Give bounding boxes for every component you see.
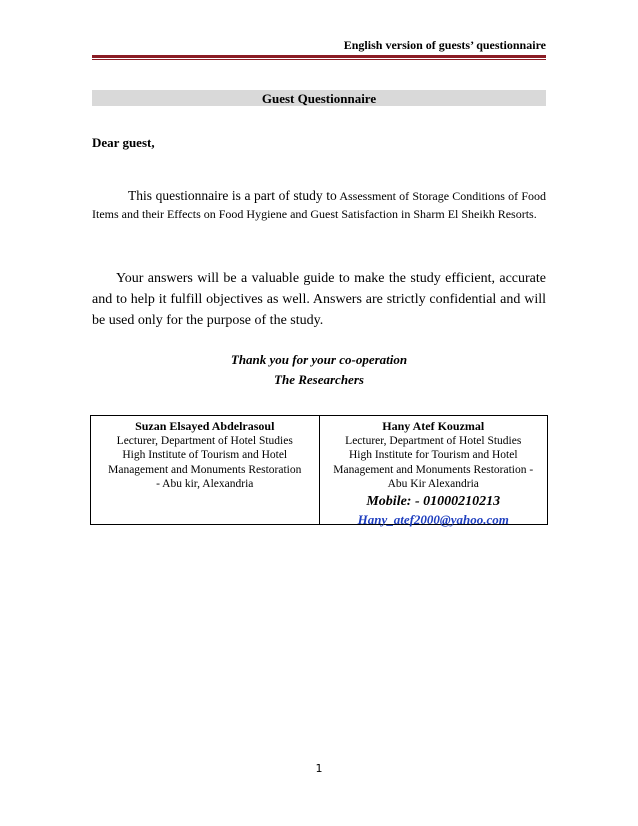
author-cell-2 bbox=[319, 416, 548, 527]
author-position: Lecturer, Department of Hotel Studies bbox=[345, 434, 522, 447]
author-name: Suzan Elsayed Abdelrasoul bbox=[135, 419, 275, 433]
author-location: - Abu kir, Alexandria bbox=[156, 478, 254, 490]
author-institute: High Institute of Tourism and Hotel Management and Monuments Restoration bbox=[108, 449, 302, 476]
thanks-line: Thank you for your co-operation bbox=[230, 352, 408, 367]
page-number: 1 bbox=[315, 762, 323, 775]
running-header: English version of guests’ questionnaire bbox=[343, 38, 546, 52]
author-mobile: Mobile: - 01000210213 bbox=[366, 493, 501, 509]
study-title: Assessment of Storage Conditions of Food Items and their Effects on Food Hygiene and Guest Satisfaction in Sharm El Sheikh Resorts. bbox=[92, 189, 546, 221]
body-paragraph-text: Your answers will be a valuable guide to make the study efficient, accurate and to help it fulfill objectives as well. Answers are strictly confidential and will be used only for the purpose of the study. bbox=[92, 271, 546, 328]
body-paragraph bbox=[92, 268, 546, 331]
author-institute: High Institute for Tourism and Hotel Management and Monuments Restoration - bbox=[333, 449, 534, 476]
authors-table bbox=[90, 415, 548, 525]
intro-lead: This questionnaire is a part of study to bbox=[128, 188, 337, 203]
author-cell-1 bbox=[91, 416, 319, 524]
header-rule-thin bbox=[92, 59, 546, 60]
author-location: Abu Kir Alexandria bbox=[387, 478, 479, 490]
thanks-block bbox=[92, 350, 546, 390]
page-title: Guest Questionnaire bbox=[92, 90, 546, 106]
intro-paragraph bbox=[92, 187, 546, 223]
author-email-link[interactable]: Hany_atef2000@yahoo.com bbox=[357, 511, 509, 527]
author-position: Lecturer, Department of Hotel Studies bbox=[116, 434, 293, 447]
researchers-line: The Researchers bbox=[274, 372, 364, 387]
salutation: Dear guest, bbox=[92, 135, 155, 150]
author-name: Hany Atef Kouzmal bbox=[382, 419, 485, 433]
header-rule-thick bbox=[92, 55, 546, 58]
